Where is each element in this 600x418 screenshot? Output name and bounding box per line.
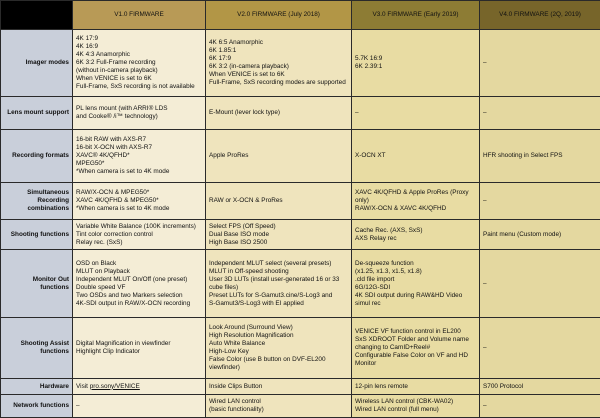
cell-line: Apple ProRes <box>209 151 249 159</box>
cell-v3 <box>352 219 480 250</box>
cell-line: E-Mount (lever lock type) <box>209 108 281 116</box>
cell-line: Double speed VF <box>76 283 126 291</box>
cell-line: High-Low Key <box>209 347 249 355</box>
cell-line: 5.7K 16:9 <box>355 54 383 62</box>
cell-line: RAW/X-OCN & XAVC 4K/QFHD <box>355 204 447 212</box>
cell-line: AXS Relay rec <box>355 234 397 242</box>
cell-v1 <box>73 97 206 130</box>
cell-line: Tint color correction control <box>76 230 153 238</box>
cell-line: 4K-SDI output in RAW/X-OCN recording <box>76 299 191 307</box>
cell-line: – <box>483 279 487 287</box>
cell-line: Full-Frame, SxS recording modes are supported <box>209 78 346 86</box>
cell-line: XAVC® 4K/QFHD* <box>76 151 130 159</box>
cell-line: PL lens mount (with ARRI® LDS <box>76 104 168 112</box>
cell-line: Variable White Balance (100K increments) <box>76 222 196 230</box>
label-simultaneous-recording: Simultaneous Recording combinations <box>1 182 73 219</box>
cell-v3 <box>352 250 480 317</box>
cell-line: Preset LUTs for S-Gamut3.cine/S-Log3 and <box>209 291 333 299</box>
cell-line: S700 Protocol <box>483 382 524 390</box>
cell-line: Auto White Balance <box>209 339 266 347</box>
cell-line: 4K 4:3 Anamorphic <box>76 50 130 58</box>
cell-line: (without in-camera playback) <box>76 66 158 74</box>
cell-line: 6K 2.39:1 <box>355 62 383 70</box>
cell-v4 <box>480 97 600 130</box>
cell-v1 <box>73 219 206 250</box>
cell-line: 12-pin lens remote <box>355 382 408 390</box>
cell-line: .cld file import <box>355 275 395 283</box>
cell-v1 <box>73 395 206 418</box>
cell-v4 <box>480 129 600 182</box>
cell-line: (x1.25, x1.3, x1.5, x1.8) <box>355 267 422 275</box>
cell-line: 6K 17:9 <box>209 54 232 62</box>
cell-line: De-squeeze function <box>355 259 414 267</box>
cell-line: – <box>483 196 487 204</box>
cell-line: Wired LAN control <box>209 398 261 406</box>
cell-v2 <box>206 395 352 418</box>
cell-line: – <box>483 108 487 116</box>
row-imager-modes <box>1 29 600 96</box>
cell-v1 <box>73 182 206 219</box>
cell-line: (basic functionality) <box>209 406 264 414</box>
cell-v2 <box>206 29 352 96</box>
cell-v1 <box>73 129 206 182</box>
cell-v4 <box>480 29 600 96</box>
cell-line: 4K 6:5 Anamorphic <box>209 38 263 46</box>
cell-line: X-OCN XT <box>355 151 386 159</box>
label-monitor-out-functions: Monitor Out functions <box>1 250 73 317</box>
cell-line: 4K 17:9 <box>76 34 99 42</box>
cell-line: Full-Frame, SxS recording is not available <box>76 82 195 90</box>
cell-line: and Cooke® /i™ technology) <box>76 112 158 120</box>
cell-line: – <box>355 108 359 116</box>
cell-line: – <box>483 402 487 410</box>
cell-line: MLUT on Playback <box>76 267 130 275</box>
cell-line: Independent MLUT On/Off (one preset) <box>76 275 188 283</box>
cell-line <box>76 383 202 391</box>
cell-line: S-Gamut3/S-Log3 with EI applied <box>209 299 304 307</box>
header-v1: V1.0 FIRMWARE <box>73 1 206 30</box>
cell-line: Two OSDs and two Markers selection <box>76 291 183 299</box>
visit-prefix: Visit <box>76 382 90 390</box>
cell-line: SxS XDROOT Folder and Volume name <box>355 335 469 343</box>
cell-line: Monitor <box>355 359 377 367</box>
cell-line: HFR shooting in Select FPS <box>483 151 563 159</box>
label-shooting-assist-functions: Shooting Assist functions <box>1 317 73 378</box>
cell-line: User 3D LUTs (install user-generated 16 or 33 <box>209 275 340 283</box>
row-shooting-assist-functions <box>1 317 600 378</box>
header-corner <box>1 1 73 30</box>
label-recording-formats: Recording formats <box>1 129 73 182</box>
cell-line: viewfinder) <box>209 363 240 371</box>
cell-line: *When camera is set to 4K mode <box>76 167 170 175</box>
cell-line: – <box>483 343 487 351</box>
cell-line: High Base ISO 2500 <box>209 238 268 246</box>
cell-v2 <box>206 219 352 250</box>
cell-line: simul rec <box>355 299 381 307</box>
cell-v2 <box>206 182 352 219</box>
cell-v3 <box>352 395 480 418</box>
cell-v4 <box>480 250 600 317</box>
cell-line: When VENICE is set to 6K <box>76 74 152 82</box>
cell-line: XAVC 4K/QFHD & Apple ProRes (Proxy <box>355 188 469 196</box>
cell-line: 4K SDI output during RAW&HD Video <box>355 291 463 299</box>
cell-line: Digital Magnification in viewfinder <box>76 339 171 347</box>
cell-v1 <box>73 317 206 378</box>
row-network-functions <box>1 395 600 418</box>
label-lens-mount-support: Lens mount support <box>1 97 73 130</box>
cell-v3 <box>352 317 480 378</box>
cell-line: Independent MLUT select (several presets) <box>209 259 332 267</box>
row-monitor-out-functions <box>1 250 600 317</box>
cell-line: 6G/12G-SDI <box>355 283 391 291</box>
row-recording-formats <box>1 129 600 182</box>
cell-line: Paint menu (Custom mode) <box>483 230 562 238</box>
cell-v2 <box>206 379 352 395</box>
row-hardware <box>1 379 600 395</box>
cell-v4 <box>480 395 600 418</box>
cell-line: Select FPS (Off Speed) <box>209 222 276 230</box>
cell-line: Cache Rec. (AXS, SxS) <box>355 226 423 234</box>
cell-line: changing to CamID+Reel# <box>355 343 431 351</box>
label-hardware: Hardware <box>1 379 73 395</box>
cell-line: 6K 1.85:1 <box>209 46 237 54</box>
venice-link[interactable]: pro.sony/VENICE <box>89 382 140 390</box>
cell-line: Inside Clips Button <box>209 382 263 390</box>
cell-v3 <box>352 379 480 395</box>
cell-line: XAVC 4K/QFHD & MPEG50* <box>76 196 159 204</box>
cell-line: cube files) <box>209 283 239 291</box>
cell-v3 <box>352 129 480 182</box>
cell-line: Dual Base ISO mode <box>209 230 270 238</box>
cell-line: When VENICE is set to 6K <box>209 70 285 78</box>
header-v3: V3.0 FIRMWARE (Early 2019) <box>352 1 480 30</box>
cell-line: only) <box>355 196 369 204</box>
cell-line: 4K 16:9 <box>76 42 99 50</box>
cell-line: Highlight Clip Indicator <box>76 347 140 355</box>
cell-v4 <box>480 182 600 219</box>
cell-line: OSD on Black <box>76 259 117 267</box>
cell-line: 16-bit RAW with AXS-R7 <box>76 135 147 143</box>
header-v4: V4.0 FIRMWARE (2Q, 2019) <box>480 1 600 30</box>
cell-line: 6K 3:2 (in-camera playback) <box>209 62 289 70</box>
cell-line: MPEG50* <box>76 159 105 167</box>
cell-line: MLUT in Off-speed shooting <box>209 267 289 275</box>
cell-v4 <box>480 219 600 250</box>
cell-v1 <box>73 379 206 395</box>
cell-line: Look Around (Surround View) <box>209 323 293 331</box>
row-shooting-functions <box>1 219 600 250</box>
cell-v2 <box>206 97 352 130</box>
row-lens-mount-support <box>1 97 600 130</box>
cell-v2 <box>206 317 352 378</box>
row-simultaneous-recording <box>1 182 600 219</box>
label-imager-modes: Imager modes <box>1 29 73 96</box>
cell-v3 <box>352 97 480 130</box>
cell-v3 <box>352 29 480 96</box>
cell-line: – <box>76 402 80 410</box>
cell-v4 <box>480 317 600 378</box>
cell-v3 <box>352 182 480 219</box>
cell-v1 <box>73 250 206 317</box>
cell-line: False Color (use B button on DVF-EL200 <box>209 355 326 363</box>
cell-line: Relay rec. (SxS) <box>76 238 123 246</box>
cell-line: 6K 3:2 Full-Frame recording <box>76 58 156 66</box>
label-shooting-functions: Shooting functions <box>1 219 73 250</box>
cell-v1 <box>73 29 206 96</box>
cell-line: RAW or X-OCN & ProRes <box>209 196 283 204</box>
cell-line: Wireless LAN control (CBK-WA02) <box>355 398 454 406</box>
header-row <box>1 1 600 30</box>
cell-line: RAW/X-OCN & MPEG50* <box>76 188 150 196</box>
cell-line: 16-bit X-OCN with AXS-R7 <box>76 143 153 151</box>
cell-line: Configurable False Color on VF and HD <box>355 351 468 359</box>
cell-v2 <box>206 250 352 317</box>
cell-line: – <box>483 58 487 66</box>
cell-line: *When camera is set to 4K mode <box>76 204 170 212</box>
cell-line: VENICE VF function control in EL200 <box>355 327 461 335</box>
cell-line: High Resolution Magnification <box>209 331 294 339</box>
label-network-functions: Network functions <box>1 395 73 418</box>
cell-v4 <box>480 379 600 395</box>
cell-v2 <box>206 129 352 182</box>
cell-line: Wired LAN control (full menu) <box>355 406 439 414</box>
header-v2: V2.0 FIRMWARE (July 2018) <box>206 1 352 30</box>
